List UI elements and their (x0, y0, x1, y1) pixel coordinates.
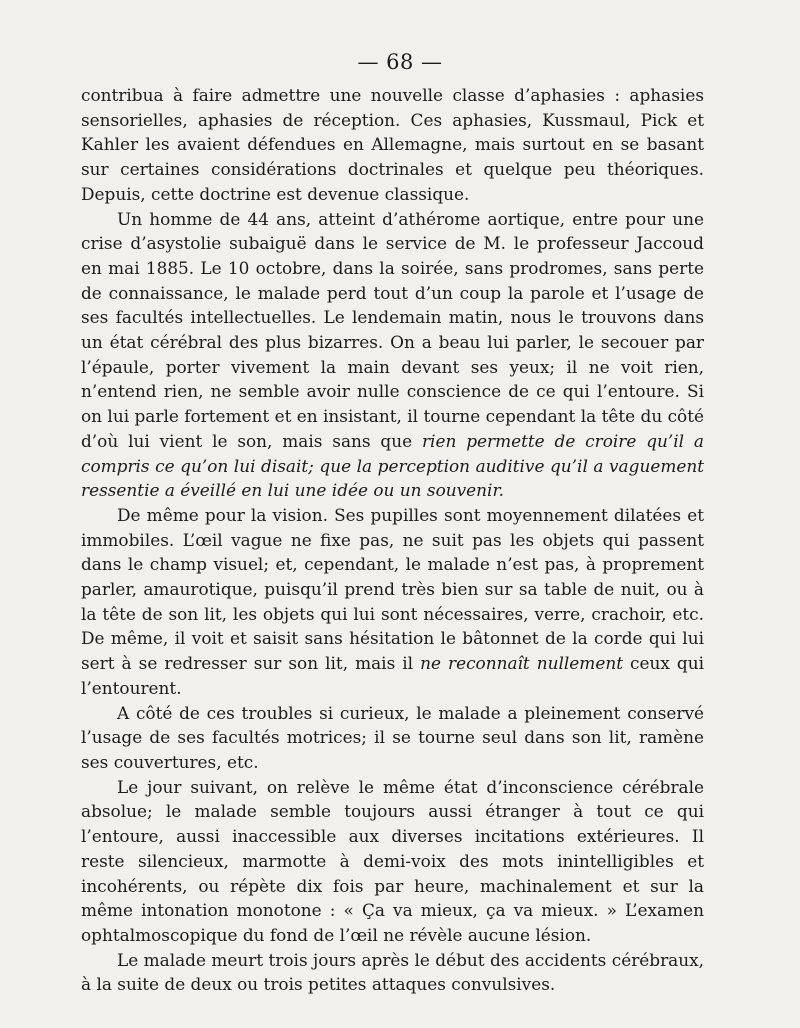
paragraph-3-text: De même pour la vision. Ses pupilles sont moyennement dilatées et immobiles. L’œil vague ne fixe pas, ne suit pas les objets qui passent dans le champ visuel; et, cependant, le malade n’est pas, à proprement parler, amaurotique, puisqu’il prend très bien sur sa table de nuit, ou à la tête de son lit, les objets qui lui sont nécessaires, verre, crachoir, etc. De même, il voit et saisit sans hésitation le bâtonnet de la corde qui lui sert à se redresser sur son lit, mais il (81, 504, 704, 674)
paragraph-5-text: Le jour suivant, on relève le même état d’inconscience cérébrale absolue; le malade semble toujours aussi étranger à tout ce qui l’entoure, aussi inaccessible aux diverses incitations extérieures. Il reste silencieux, marmotte à demi-voix des mots inintelligibles et incohérents, ou répète dix fois par heure, machinalement et sur la même intonation monotone : « Ça va mieux, ça va mieux. » L’examen ophtalmoscopique du fond de l’œil ne révèle aucune lésion. (81, 776, 704, 945)
paragraph-5 (81, 775, 704, 948)
paragraph-2-italic-text: rien permette de croire qu’il a compris ce qu’on lui disait; que la perception auditive qu’il a vaguement ressentie a éveillé en lui une idée ou un souvenir. (81, 430, 704, 501)
paragraph-1 (81, 83, 704, 207)
paragraph-3-italic-text: ne reconnaît nullement (420, 653, 623, 674)
page-number: — 68 — (357, 50, 443, 74)
body-text (81, 83, 704, 997)
paragraph-4-text: A côté de ces troubles si curieux, le malade a pleinement conservé l’usage de ses facultés motrices; il se tourne seul dans son lit, ramène ses couvertures, etc. (81, 702, 704, 772)
paragraph-6-text: Le malade meurt trois jours après le début des accidents cérébraux, à la suite de deux ou trois petites attaques convulsives. (81, 949, 704, 995)
paragraph-6 (81, 948, 704, 997)
paragraph-2 (81, 207, 704, 503)
paragraph-4 (81, 701, 704, 775)
paragraph-3-text-end: ceux qui l’entourent. (81, 653, 704, 698)
paragraph-2-text: Un homme de 44 ans, atteint d’athérome aortique, entre pour une crise d’asystolie subaiguë dans le service de M. le professeur Jaccoud en mai 1885. Le 10 octobre, dans la soirée, sans prodromes, sans perte de connaissance, le malade perd tout d’un coup la parole et l’usage de ses facultés intellectuelles. Le lendemain matin, nous le trouvons dans un état cérébral des plus bizarres. On a beau lui parler, le secouer par l’épaule, porter vivement la main devant ses yeux; il ne voit rien, n’entend rien, ne semble avoir nulle conscience de ce qui l’entoure. Si on lui parle fortement et en insistant, il tourne cependant la tête du côté d’où lui vient le son, mais sans que (81, 208, 704, 451)
paragraph-1-text: contribua à faire admettre une nouvelle classe d’aphasies : aphasies sensorielles, aphasies de réception. Ces aphasies, Kussmaul, Pick et Kahler les avaient défendues en Allemagne, mais surtout en se basant sur certaines considérations doctrinales et quelque peu théoriques. Depuis, cette doctrine est devenue classique. (81, 85, 704, 204)
paragraph-3 (81, 503, 704, 701)
